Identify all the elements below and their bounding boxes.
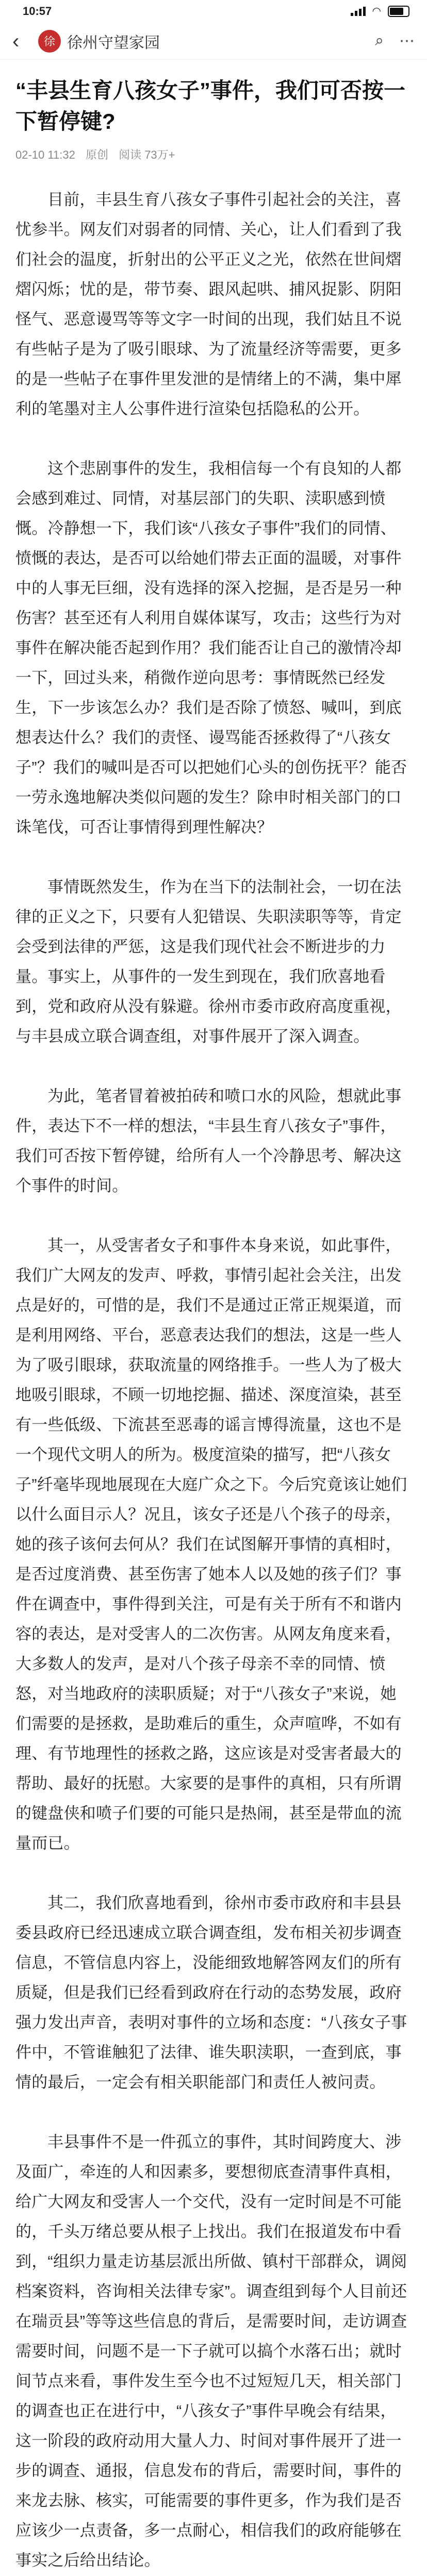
publish-date: 02-10 11:32: [15, 148, 75, 161]
paragraph-1: 目前，丰县生育八孩女子事件引起社会的关注，喜忧参半。网友们对弱者的同情、关心，让人们看到了我们社会的温度，折射出的公平正义之光，依然在世间熠熠闪烁；忧的是，带节奏、跟风起哄、捕风捉影、阴阳怪气、恶意谩骂等等文字一时间的出现，我们姑且不说有些帖子是为了吸引眼球、为了流量经济等需要，更多的是一些帖子在事件里发泄的是情绪上的不满，集中犀利的笔墨对主人公事件进行渲染包括隐私的公开。: [15, 191, 402, 418]
battery-icon: [388, 6, 409, 17]
paragraph-6: 其二，我们欣喜地看到，徐州市委市政府和丰县县委县政府已经迅速成立联合调查组，发布相关初步调查信息，不管信息内容上，没能细致地解答网友们的所有质疑，但是我们已经看到政府在行动的态势发展，政府强力发出声音，表明对事件的立场和态度：“八孩女子事件中，不管谁触犯了法律、谁失职渎职，一查到底，事情的最后，一定会有相关职能部门和责任人被问责。: [15, 1894, 407, 2091]
original-tag: 原创: [85, 148, 108, 161]
wifi-icon: ◠: [372, 6, 381, 17]
top-actions: [375, 32, 415, 50]
paragraph-7: 丰县事件不是一件孤立的事件，其时间跨度大、涉及面广，牵连的人和因素多，要想彻底查清事件真相，给广大网友和受害人一个交代，没有一定时间是不可能的，千头万绪总要从根子上找出。我们在报道发布中看到，“组织力量走访基层派出所做、镇村干部群众，调阅档案资料，咨询相关法律专家”。调查组到每个人目前还在瑞贡县”等等这些信息的背后，是需要时间，走访调查需要时间，问题不是一下子就可以搞个水落石出；就时间节点来看，事件发生至今也不过短短几天，相关部门的调查也正在进行中，“八孩女子”事件早晚会有结果，这一阶段的政府动用大量人力、时间对事件展开了进一步的调查、通报，信息发布的背后，需要时间，事件的来龙去脉、核实，可能需要的事件更多，作为我们是否应该少一点责备，多一点耐心，相信我们的政府能够在事实之后给出结论。: [15, 2133, 407, 2569]
top-navigation-bar: [0, 23, 427, 60]
paragraph-4: 为此，笔者冒着被拍砖和喷口水的风险，想就此事件，表达下不一样的想法，“丰县生育八孩女子”事件，我们可否按下暂停键，给所有人一个冷静思考、解决这个事件的时间。: [15, 1087, 402, 1195]
status-time: 10:57: [23, 5, 52, 18]
signal-icon: [351, 7, 366, 16]
article-body: [0, 60, 427, 2576]
status-bar: [0, 0, 427, 23]
paragraph-5: 其一，从受害者女子和事件本身来说，如此事件，我们广大网友的发声、呼救，事情引起社会关注，出发点是好的，可惜的是，我们不是通过正常正规渠道，而是利用网络、平台，恶意表达我们的想法，这是一些人为了吸引眼球，获取流量的网络推手。一些人为了极大地吸引眼球，不顾一切地挖掘、描述、深度渲染，甚至有一些低级、下流甚至恶毒的谣言博得流量，这也不是一个现代文明人的所为。极度渲染的描写，把“八孩女子”纤毫毕现地展现在大庭广众之下。今后究竟该让她们以什么面目示人？况且，该女子还是八个孩子的母亲，她的孩子该何去何从？我们在试图解开事情的真相时，是否过度消费、甚至伤害了她本人以及她的孩子们？事件在调查中，事件得到关注，可是有关于所有不和谐内容的表达，是对受害人的二次伤害。从网友角度来看，大多数人的发声，是对八个孩子母亲不幸的同情、愤怒，对当地政府的渎职质疑；对于“八孩女子”来说，她们需要的是拯救，是助难后的重生，众声喧哗，不如有理、有节地理性的拯救之路，这应该是对受害者最大的帮助、最好的抚慰。大家要的是事件的真相，只有所谓的键盘侠和喷子们要的可能只是热闹，甚至是带血的流量而已。: [15, 1236, 407, 1852]
read-count: 阅读 73万+: [119, 148, 175, 161]
status-icons: [351, 6, 409, 17]
account-name[interactable]: 徐州守望家园: [67, 34, 160, 52]
search-icon[interactable]: ⌕: [375, 32, 384, 49]
more-options-icon[interactable]: ⋯: [399, 32, 415, 49]
paragraph-2: 这个悲剧事件的发生，我相信每一个有良知的人都会感到难过、同情，对基层部门的失职、渎职感到愤慨。冷静想一下，我们该“八孩女子事件”我们的同情、愤慨的表达，是否可以给她们带去正面的温暖，对事件中的人事无巨细，没有选择的深入挖掘，是否是另一种伤害？甚至还有人利用自媒体谋写，攻击；这些行为对事件在解决能否起到作用？我们能否让自己的激情冷却一下，回过头来，稍微作逆向思考：事情既然已经发生，下一步该怎么办？我们是否除了愤怒、喊叫，到底想表达什么？我们的责怪、谩骂能否拯救得了“八孩女子”？我们的喊叫是否可以把她们心头的创伤抚平？能否一劳永逸地解决类似问题的发生？除申时相关部门的口诛笔伐，可否让事情得到理性解决？: [15, 460, 407, 836]
back-arrow-icon[interactable]: ‹: [12, 29, 20, 53]
article-title: “丰县生育八孩女子”事件，我们可否按一下暂停键?: [15, 78, 406, 133]
article-meta: [15, 146, 412, 162]
account-avatar[interactable]: 徐: [38, 30, 61, 53]
account-header[interactable]: [38, 30, 375, 53]
paragraph-3: 事情既然发生，作为在当下的法制社会，一切在法律的正义之下，只要有人犯错误、失职渎职等等，肯定会受到法律的严惩，这是我们现代社会不断进步的力量。事实上，从事件的一发生到现在，我们欣喜地看到，党和政府从没有躲避。徐州市委市政府高度重视，与丰县成立联合调查组，对事件展开了深入调查。: [15, 878, 402, 1045]
